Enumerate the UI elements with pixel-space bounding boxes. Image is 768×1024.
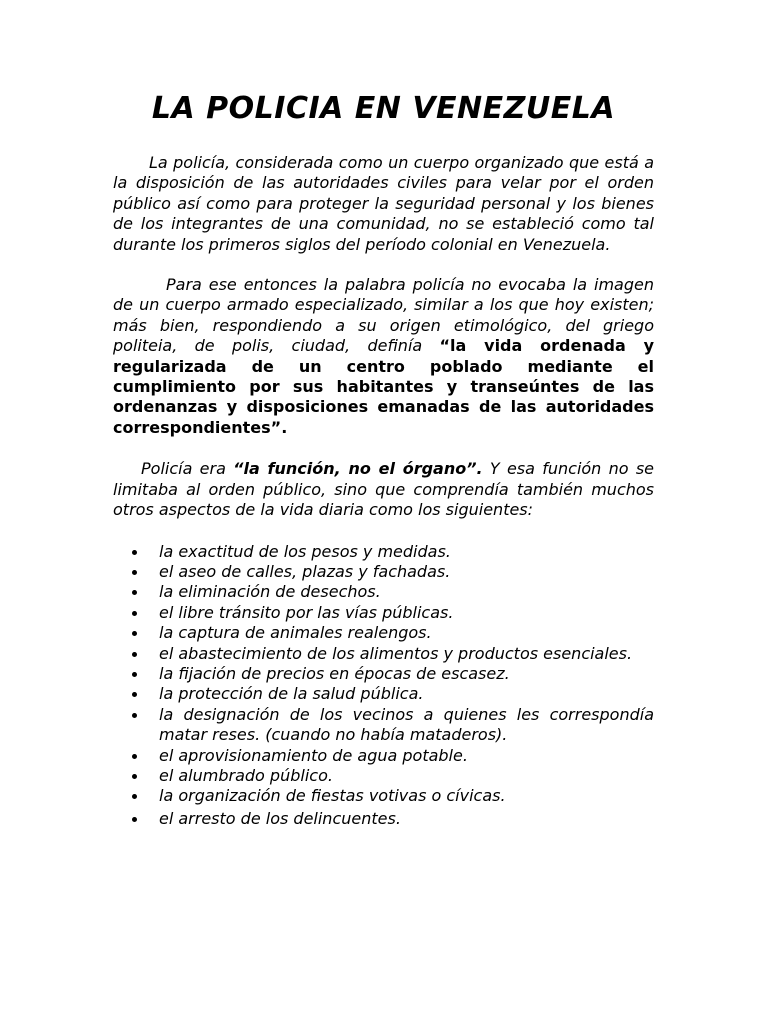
list-item xyxy=(113,562,654,582)
list-item-text: el libre tránsito por las vías públicas. xyxy=(159,602,454,622)
document-page xyxy=(113,90,654,829)
list-item xyxy=(113,582,654,602)
list-item xyxy=(113,664,654,684)
list-item-text: el aprovisionamiento de agua potable. xyxy=(159,745,468,765)
list-item-text: la captura de animales realengos. xyxy=(159,623,432,643)
list-item-text: el abastecimiento de los alimentos y productos esenciales. xyxy=(159,643,633,663)
bullet-icon xyxy=(132,713,137,718)
list-item xyxy=(113,623,654,643)
paragraph-etymology-quote: “la vida ordenada y regularizada de un centro poblado mediante el cumplimiento por sus habitantes y transeúntes de las ordenanzas y disposiciones emanadas de las autoridades correspondientes”. xyxy=(113,336,654,437)
bullet-icon xyxy=(132,611,137,616)
bullet-icon xyxy=(132,550,137,555)
list-item xyxy=(113,644,654,664)
paragraph-etymology-text: Para ese entonces la palabra policía no evocaba la imagen de un cuerpo armado especializado, similar a los que hoy existen; más bien, respondiendo a su origen etimológico, del griego politeia, de polis, ciudad, definía xyxy=(113,275,654,356)
bullet-icon xyxy=(132,631,137,636)
list-item xyxy=(113,684,654,704)
list-item-text: el arresto de los delincuentes. xyxy=(159,808,401,828)
bullet-icon xyxy=(132,794,137,799)
document-title: LA POLICIA EN VENEZUELA xyxy=(151,91,616,126)
list-item-text: la organización de fiestas votivas o cívicas. xyxy=(159,786,506,806)
paragraph-function-text: Y esa función no se limitaba al orden público, sino que comprendía también muchos otros aspectos de la vida diaria como los siguientes: xyxy=(113,459,654,520)
list-item xyxy=(113,705,654,746)
list-item-text: el alumbrado público. xyxy=(159,765,333,785)
list-item xyxy=(113,766,654,786)
list-item-text: la eliminación de desechos. xyxy=(159,582,381,602)
bullet-icon xyxy=(132,817,137,822)
list-item xyxy=(113,809,654,829)
paragraph-definition: La policía, considerada como un cuerpo organizado que está a la disposición de las autoridades civiles para velar por el orden público así como para proteger la seguridad personal y los bienes de los integrantes de una comunidad, no se estableció como tal durante los primeros siglos del período colonial en Venezuela. xyxy=(113,153,654,254)
bullet-icon xyxy=(132,570,137,575)
bullet-icon xyxy=(132,692,137,697)
list-item xyxy=(113,603,654,623)
paragraph-etymology xyxy=(113,275,654,438)
bullet-icon xyxy=(132,774,137,779)
bullet-icon xyxy=(132,672,137,677)
bullet-icon xyxy=(132,754,137,759)
list-item-text: la exactitud de los pesos y medidas. xyxy=(159,541,451,561)
list-item-text: la designación de los vecinos a quienes les correspondía matar reses. (cuando no había mataderos). xyxy=(159,704,654,745)
list-item xyxy=(113,786,654,806)
list-item-text: el aseo de calles, plazas y fachadas. xyxy=(159,561,451,581)
paragraph-function-quote: “la función, no el órgano”. xyxy=(233,459,483,479)
list-item xyxy=(113,746,654,766)
bullet-icon xyxy=(132,652,137,657)
bullet-icon xyxy=(132,590,137,595)
functions-list xyxy=(113,542,654,830)
paragraph-function-intro: Policía era xyxy=(141,459,234,479)
list-item xyxy=(113,542,654,562)
list-item-text: la protección de la salud pública. xyxy=(159,684,424,704)
list-item-text: la fijación de precios en épocas de escasez. xyxy=(159,663,510,683)
paragraph-function xyxy=(113,459,654,520)
